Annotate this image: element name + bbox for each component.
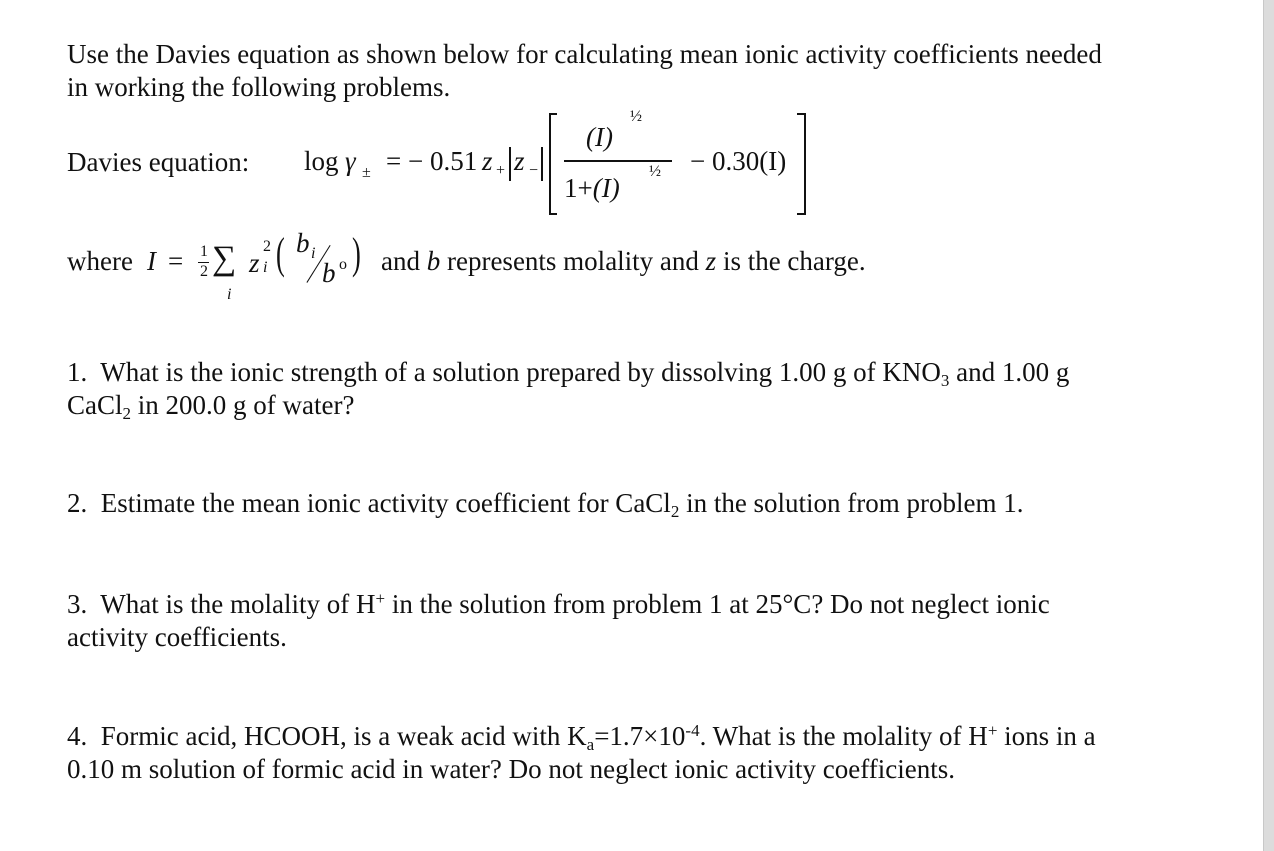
where-rest-mid: represents molality and (440, 246, 706, 276)
where-word: where (67, 246, 133, 276)
problem-4-text-a: Formic acid, HCOOH, is a weak acid with K (100, 721, 587, 751)
where-b-var: b (426, 246, 441, 276)
equals-coefficient: = − 0.51 (386, 146, 478, 176)
problem-1-sub-3: 3 (940, 371, 950, 390)
bracket-right (804, 113, 806, 215)
z-minus: z (514, 146, 525, 176)
page-edge-scrollbar[interactable] (1263, 0, 1274, 851)
paren-right: ) (352, 229, 361, 278)
z-subscript: i (263, 259, 268, 276)
where-rest (381, 246, 866, 277)
log-text: log (304, 146, 339, 176)
bracket-right-bottom (797, 213, 805, 215)
problem-1-number: 1. (67, 357, 88, 387)
z-plus-subscript: + (496, 162, 506, 179)
bracket-left-top (549, 113, 557, 115)
tail-term: − 0.30(I) (690, 146, 787, 176)
problem-4-sup-plus: + (987, 721, 998, 740)
problem-4-line-1 (67, 720, 1096, 753)
gamma-pm-subscript: ± (362, 164, 371, 181)
intro-line-1: Use the Davies equation as shown below for calculating mean ionic activity coefficients needed (67, 39, 1102, 69)
fraction-denominator (564, 173, 620, 204)
where-equals: = (168, 246, 184, 276)
sigma-symbol: ∑ (212, 240, 237, 277)
b-i: b (296, 228, 310, 258)
problem-4-number: 4. (67, 721, 88, 751)
z-i: z (249, 248, 260, 278)
problem-1-text-d: in 200.0 g of water? (131, 390, 355, 420)
problem-1-text-b: and 1.00 g (949, 357, 1070, 387)
bracket-left (549, 113, 551, 215)
problem-1-line-2 (67, 389, 354, 422)
where-I: I (147, 246, 156, 276)
problem-4-sup-exp: -4 (685, 721, 700, 740)
paren-left: ( (276, 229, 285, 278)
z-minus-subscript: − (529, 162, 539, 179)
half-two: 2 (200, 263, 208, 280)
problem-4-text-c: . What is the molality of H (699, 721, 988, 751)
problem-4-line-2: 0.10 m solution of formic acid in water? Do not neglect ionic activity coefficients. (67, 754, 955, 784)
b-subscript: i (311, 245, 316, 262)
numerator-exponent: ½ (630, 108, 642, 125)
b-zero: b (322, 258, 336, 288)
problem-2-line-1 (67, 487, 1024, 520)
where-rest-end: is the charge. (716, 246, 866, 276)
z-exponent: 2 (263, 238, 271, 255)
problem-3-line-2: activity coefficients. (67, 622, 287, 652)
problem-3-number: 3. (67, 589, 88, 619)
problem-1-text-a: What is the ionic strength of a solution prepared by dissolving 1.00 g of KNO (100, 357, 941, 387)
where-z-var: z (705, 246, 717, 276)
problem-3-text-a: What is the molality of H (100, 589, 376, 619)
denominator-prefix: 1+ (564, 173, 593, 203)
problem-2-sub-2: 2 (670, 502, 680, 521)
denominator-I: (I) (592, 173, 620, 203)
z-plus: z (482, 146, 493, 176)
problem-2-text-a: Estimate the mean ionic activity coefficient for CaCl (100, 488, 671, 518)
gamma-symbol: γ (345, 146, 356, 176)
bracket-left-bottom (549, 213, 557, 215)
bracket-right-top (797, 113, 805, 115)
intro-line-2: in working the following problems. (67, 72, 451, 102)
problem-4-sub-a: a (586, 735, 595, 754)
sum-index: i (227, 286, 232, 303)
problem-1-line-1 (67, 356, 1069, 389)
b-zero-superscript: o (339, 256, 347, 273)
denominator-exponent: ½ (649, 163, 661, 180)
problem-2-text-b: in the solution from problem 1. (679, 488, 1024, 518)
fraction-bar (564, 160, 672, 162)
problem-3-line-1 (67, 588, 1050, 621)
problem-4-text-d: ions in a (997, 721, 1096, 751)
where-rest-pre: and (381, 246, 427, 276)
davies-label: Davies equation: (67, 147, 250, 177)
half-one: 1 (200, 243, 208, 260)
problem-1-sub-2: 2 (122, 404, 132, 423)
problem-1-text-c: CaCl (67, 390, 123, 420)
fraction-numerator (586, 122, 613, 153)
abs-bar-right (541, 147, 543, 181)
problem-3-text-b: in the solution from problem 1 at 25°C? Do not neglect ionic (385, 589, 1050, 619)
problem-4-text-b: =1.7×10 (594, 721, 686, 751)
problem-2-number: 2. (67, 488, 88, 518)
abs-bar-left (509, 147, 511, 181)
numerator-I: (I) (586, 122, 613, 152)
problem-3-sup-plus: + (375, 589, 386, 608)
